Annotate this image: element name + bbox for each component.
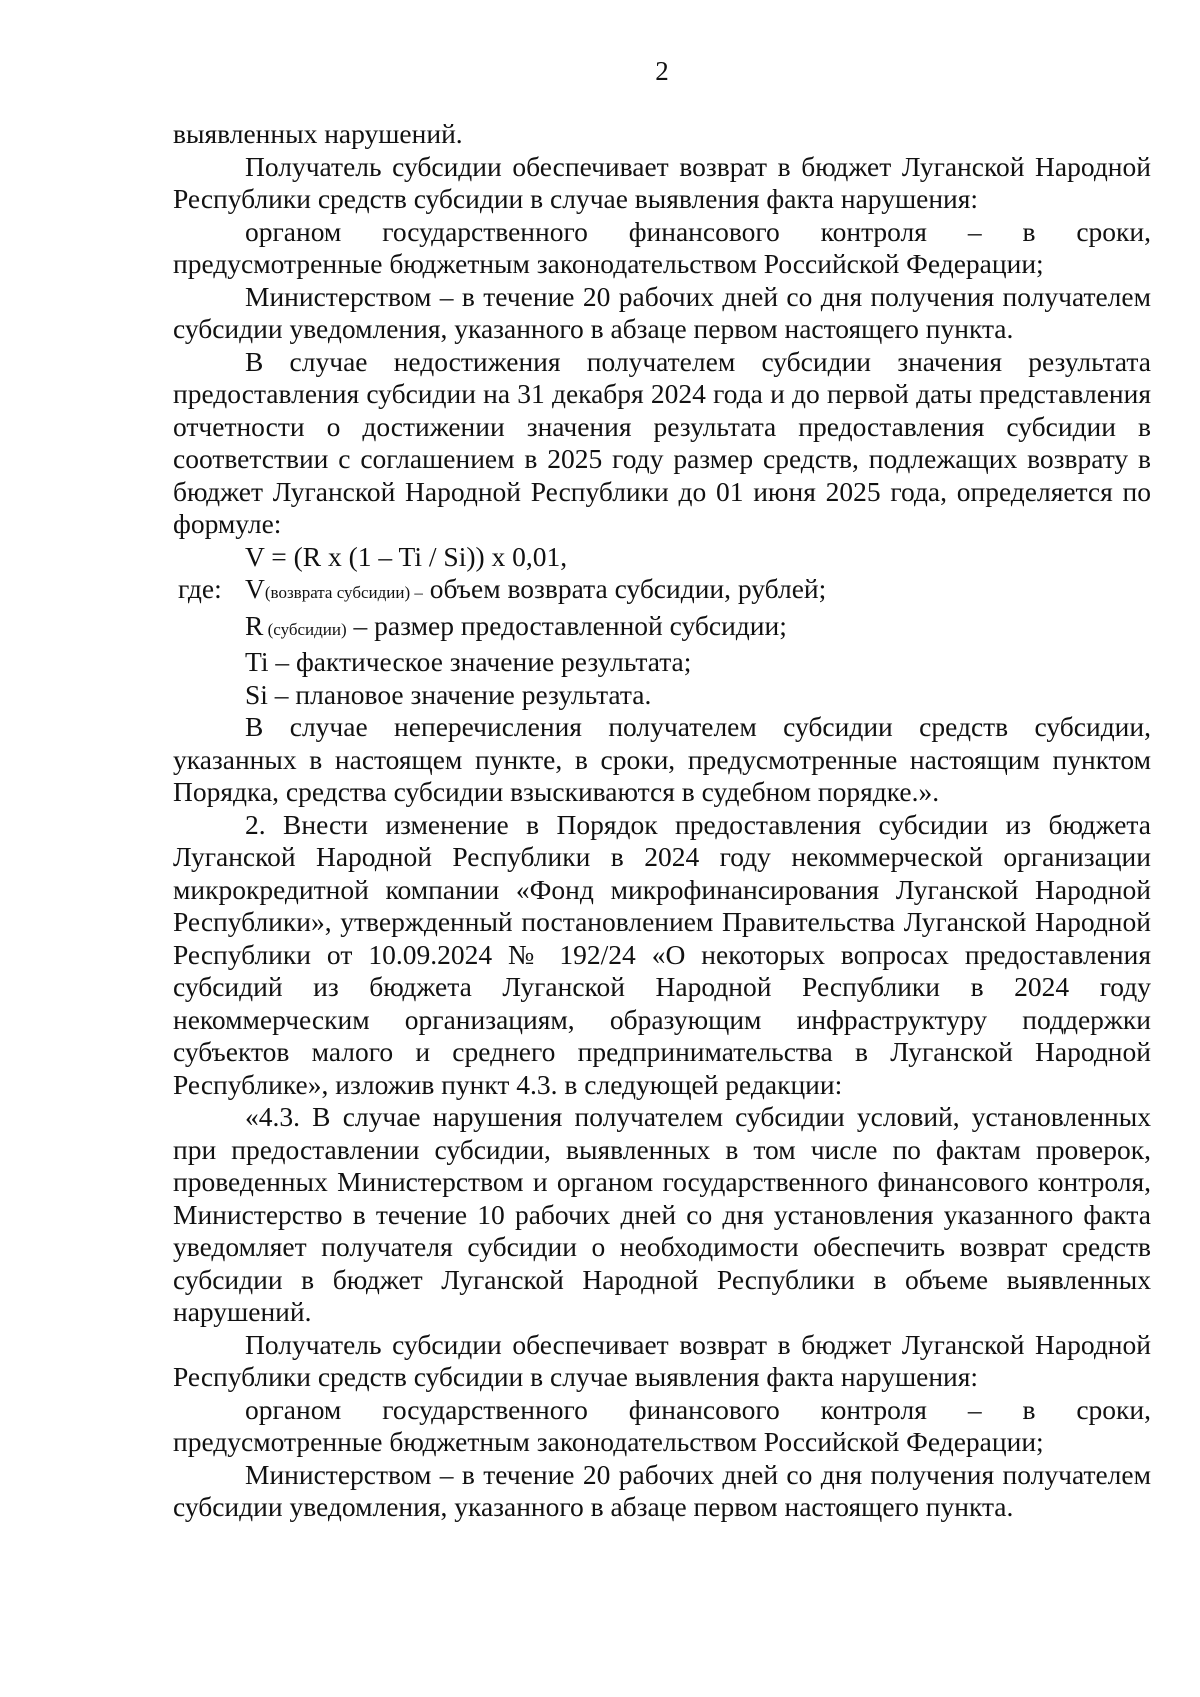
- symbol-r-subscript: (субсидии): [263, 619, 347, 639]
- paragraph-ministry-term: Министерством – в течение 20 рабочих дней со дня получения получателем субсидии уведомления, указанного в абзаце первом настоящего пункта.: [173, 280, 1151, 344]
- document-body: [173, 118, 1151, 1524]
- paragraph-control-body-term-2: органом государственного финансового контроля – в сроки, предусмотренные бюджетным законодательством Российской Федерации;: [173, 1393, 1151, 1457]
- symbol-v: V: [245, 573, 265, 604]
- paragraph-non-achievement: В случае недостижения получателем субсидии значения результата предоставления субсидии на 31 декабря 2024 года и до первой даты представления отчетности о достижении значения результата предоставления субсидии в соответствии с соглашением в 2025 году размер средств, подлежащих возврату в бюджет Луганской Народной Республики до 01 июня 2025 года, определяется по формуле:: [173, 345, 1151, 539]
- where-ti-definition: Ti – фактическое значение результата;: [245, 646, 692, 677]
- symbol-r: R: [245, 609, 264, 641]
- where-label: где:: [178, 573, 222, 604]
- paragraph-recovery-court: В случае неперечисления получателем субсидии средств субсидии, указанных в настоящем пункте, в сроки, предусмотренные настоящим пунктом Порядка, средства субсидии взыскиваются в судебном порядке.».: [173, 711, 1151, 807]
- where-si-definition: Si – плановое значение результата.: [245, 678, 652, 710]
- symbol-v-text: объем возврата субсидии, рублей;: [422, 573, 827, 604]
- where-r-definition: [173, 610, 1151, 647]
- paragraph-clause-4-3: «4.3. В случае нарушения получателем субсидии условий, установленных при предоставлении субсидии, выявленных в том числе по фактам проверок, проведенных Министерством и органом государственного финансового контроля, Министерство в течение 10 рабочих дней со дня установления указанного факта уведомляет получателя субсидии о необходимости обеспечить возврат средств субсидии в бюджет Луганской Народной Республики в объеме выявленных нарушений.: [173, 1101, 1151, 1327]
- paragraph-continuation: выявленных нарушений.: [173, 118, 463, 149]
- formula: V = (R x (1 – Ti / Si)) x 0,01,: [245, 540, 568, 572]
- paragraph-amendment-2: 2. Внести изменение в Порядок предоставления субсидии из бюджета Луганской Народной Республики в 2024 году некоммерческой организации микрокредитной компании «Фонд микрофинансирования Луганской Народной Республики», утвержденный постановлением Правительства Луганской Народной Республики от 10.09.2024 № 192/24 «О некоторых вопросах предоставления субсидий из бюджета Луганской Народной Республики в 2024 году некоммерческим организациям, образующим инфраструктуру поддержки субъектов малого и среднего предпринимательства в Луганской Народной Республике», изложив пункт 4.3. в следующей редакции:: [173, 808, 1151, 1100]
- symbol-r-text: – размер предоставленной субсидии;: [346, 609, 787, 641]
- page-number: 2: [655, 56, 669, 86]
- paragraph-refund-obligation: Получатель субсидии обеспечивает возврат в бюджет Луганской Народной Республики средств субсидии в случае выявления факта нарушения:: [173, 150, 1151, 214]
- symbol-v-subscript: (возврата субсидии) –: [264, 583, 423, 602]
- paragraph-ministry-term-2: Министерством – в течение 20 рабочих дней со дня получения получателем субсидии уведомления, указанного в абзаце первом настоящего пункта.: [173, 1458, 1151, 1522]
- paragraph-control-body-term: органом государственного финансового контроля – в сроки, предусмотренные бюджетным законодательством Российской Федерации;: [173, 215, 1151, 279]
- where-v-definition: [178, 573, 1151, 610]
- paragraph-refund-obligation-2: Получатель субсидии обеспечивает возврат в бюджет Луганской Народной Республики средств субсидии в случае выявления факта нарушения:: [173, 1328, 1151, 1392]
